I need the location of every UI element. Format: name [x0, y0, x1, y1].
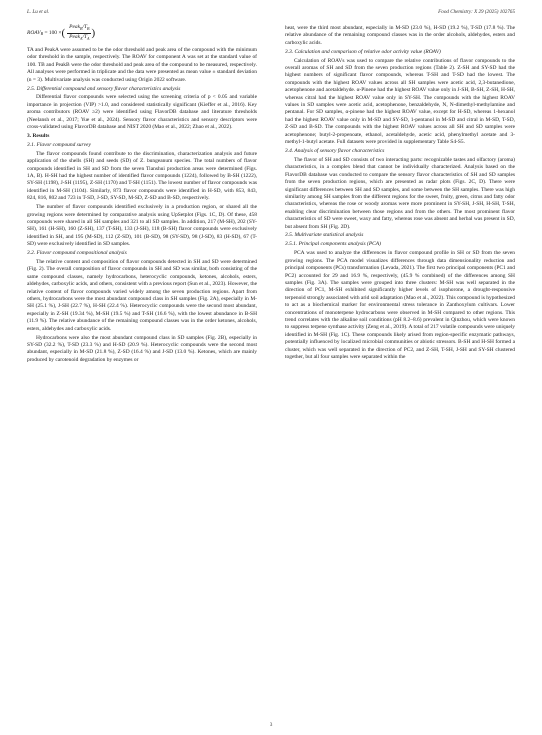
section-heading-2-5: 2.5. Differential compound and sensory flavor characteristics analysis [27, 85, 181, 92]
section-heading-3-5-1: 3.5.1. Principal components analysis (PCA) [285, 241, 381, 248]
running-header [27, 9, 515, 19]
paragraph: Hydrocarbons were also the most abundant compound class in SD samples (Fig. 2B), especially in SY-SD (32.2 %), T-SD (23.3 %) and H-SD (20.9 %). Heterocyclic compounds were the second most abundant, especially in M-SD (21.8 %), Z-SD (16.4 %) and J-SD (13.0 %). Ketones, which are mainly produced by carotenoid degradation by enzymes or [27, 334, 257, 363]
section-heading-3-4: 3.4. Analysis of sensory flavor characteristics [285, 148, 385, 154]
paragraph: The number of flavor compounds identified exclusively in a production region, or shared all the growing regions were determined by comparative analysis using UpSetplot (Figs. 1C, D). Of these, 458 compounds were shared in all SH samples and 321 to all SD samples. In addition, 217 (M-SH), 202 (SY-SH), 161 (H-SH), 160 (Z-SH), 137 (T-SH), 133 (J-SH), 118 (B-SH) flavor compounds were exclusively identified in SH, and 195 (M-SD), 112 (Z-SD), 101 (B-SD), 98 (SY-SD), 98 (J-SD), 83 (H-SD), 67 (T-SD) were exclusively identified in SD samples. [27, 204, 257, 248]
section-heading-3-1: 3.1. Flavor compound survey [27, 141, 91, 148]
formula-fraction [67, 24, 91, 42]
right-column [285, 25, 515, 363]
paragraph: TA and PeakA were assumed to be the odor threshold and peak area of the compound with the minimum odor threshold in the sample, respectively. The ROAV for component A was set at the standard value of 100. TB and PeakB were the odor threshold and peak area of the compound to be measured, respectively. All analyses were performed in triplicate and the data were presented as mean value ± standard deviation (n = 3). Multivariate analysis was conducted using Origin 2022 software. [27, 47, 257, 83]
formula-lhs: ROAV [27, 29, 41, 36]
header-journal: Food Chemistry: X 29 (2025) 102765 [438, 9, 515, 15]
header-authors: L. Lu et al. [27, 9, 50, 15]
roav-formula [27, 25, 257, 42]
formula-close-paren: ) [91, 27, 96, 39]
section-heading-3-5: 3.5. Multivariate statistical analysis [285, 232, 364, 239]
paragraph: The flavor of SH and SD consists of two interacting parts: recognizable tastes and olfactory (aroma) characteristics, in a complex blend that cannot be individually characterized. Analysis based on the FlavorDB database was conducted to compare the sensory flavor characteristics of SH and SD samples from the seven production regions, which are presented as radar plots (Figs. 2C, D). There were significant differences between SH and SD samples, and some between the SH samples. There was high similarity among SH samples from the different regions for the sweet, fruity, green, citrus and fatty odor characteristics, whereas the rose or woody aromas were more prominent in SY-SH, J-SH, H-SH, T-SH, enabling clear discrimination between those regions and from the others. The most prominent flavor characteristics of SD were sweet, waxy and fatty, whereas rose was absent and herbal was present in SD, but absent from SH (Fig. 2D). [285, 156, 515, 230]
page-number: 3 [269, 722, 273, 728]
paragraph: Calculation of ROAVs was used to compare the relative contributions of flavor compounds to the overall aromas of SH and SD from the seven production regions (Table 2). Z-SH and SY-SD had the highest numbers of significant flavor compounds, whereas T-SH and T-SD had the lowest. The compounds with the highest ROAV values across all SH samples were acetic acid, 2,3-butanedione, acetophenone and acetaldehyde. α-Pinene had the highest ROAV value only in J-SH, B-SH, Z-SH, H-SH, whereas citral had the highest ROAV value only in SY-SH. The compounds with the highest ROAV values in SD samples were acetic acid, acetophenone, benzaldehyde, N, N-dimethyl-methylamine and pentanal. For SD samples, α-pinene had the highest ROAV value, except for H-SD, whereas 1-hexanol had the highest ROAV value only in M-SD and SY-SD, 1-pentanol in M-SD and citral in M-SD, T-SD, Z-SD and B-SD. The compounds with the highest ROAV values across all SH and SD samples were acetophenone; butyl-2-propenoate, ethanol, acetaldehyde, acetic acid, phenylmethyl acetate and 3-methyl-1-butyl acetate. Full datasets were provided in supplementary Table S4-S5. [285, 57, 515, 146]
section-heading-3-2: 3.2. Flavor compound compositional analysis [27, 250, 127, 257]
section-heading-3-3: 3.3. Calculation and comparison of relative odor activity value (ROAV) [285, 48, 441, 55]
paragraph: Differential flavor compounds were selected using the screening criteria of p < 0.05 and variable importance in projection (VIP) >1.0, and considered statistically significant (Kieffer et al., 2016). Key aroma contributors (ROAV ≥2) were identified using FlavorDB database and literature thresholds (Neelansh et al., 2017; Yue et al., 2024). Sensory flavor characteristics and sensory descriptors were cross-validated using FlavorDB database and NIST 2020 (Mao et al., 2022; Zhao et al., 2022). [27, 94, 257, 131]
formula-lhs-sub: B [40, 30, 44, 36]
paragraph: The relative content and composition of flavor compounds detected in SH and SD were determined (Fig. 2). The overall composition of flavor compounds in SH and SD was similar, both consisting of the same compound classes, namely hydrocarbons, heterocyclic compounds, ketones, alcohols, esters, aldehydes, carboxylic acids, and others, consistent with a previous report (Sun et al., 2023). However, the relative content of flavor compounds varied widely among the seven production regions. Apart from others, hydrocarbons were the most abundant compound class in SH samples (Fig. 2A), especially in M-SH (25.1 %), J-SH (22.7 %), H-SH (22.4 %). Heterocyclic compounds were the second most abundant, especially in Z-SH (19.34 %), M-SH (19.5 %) and T-SH (16.6 %), with the lowest abundance in B-SH (11.9 %). The relative abundance of the remaining compound classes was in the order ketones, alcohols, esters, aldehydes and carboxylic acids. [27, 258, 257, 332]
paragraph: The flavor compounds found contribute to the discrimination, characterization analysis and future application of the shells (SH) and seeds (SD) of Z. bungeanum species. The total numbers of flavor compounds identified in SH and SD from the seven Tianshui production areas were determined (Figs. 1A, B). H-SH had the highest number of identified flavor compounds (1224), followed by B-SH (1222), SY-SH (1198), J-SH (1195), Z-SH (1170) and T-SH (1151). The lowest number of flavor compounds was identified in M-SH (1104). Similarly, 873 flavor compounds were identified in H-SD, with 853, 843, 824, 816, 802 and 723 in T-SD, J-SD, SY-SD, M-SD, Z-SD and B-SD, respectively. [27, 150, 257, 202]
paragraph: heat, were the third most abundant, especially in M-SD (23.0 %), H-SD (19.2 %), T-SD (17.8 %). The relative abundance of the remaining compound classes was in the order alcohols, aldehydes, esters and carboxylic acids. [285, 25, 515, 46]
left-column [27, 25, 257, 366]
paragraph: PCA was used to analyze the differences in flavor compound profile in SH or SD from the seven growing regions. The PCA model visualizes differences through data dimensionality reduction and principal components (PCs) transformation (Levada, 2021). The first two principal components (PC1 and PC2) accounted for 29 and 16.9 %, respectively, (45.9 % combined) of the differences among SH samples (Fig. 3A). The samples were grouped into three clusters: M-SH was well separated in the direction of PC1, M-SH exhibited significantly higher levels of isophorone, a drought-responsive terpenoid strongly associated with arid soil adaptation (Mao et al., 2022). This compound is hypothesized to act as a biochemical marker for environmental stress tolerance in Zanthoxylum cultivars. Lower concentrations of monoterpene hydrocarbons were observed in M-SH compared to other regions. This trend correlates with the alkaline soil conditions (pH 8.2–8.6) prevalent in Qinzhou, which were known to suppress terpene synthase activity (Zeng et al., 2019). A total of 217 volatile compounds were uniquely identified in M-SH (Fig. 1C). These compounds likely arised from region-specific enzymatic pathways, potentially influenced by localized microbial communities or abiotic stressors. B-SH and H-SH formed a cluster, which was well separated in the direction of PC2, and Z-SH, T-SH, J-SH and SY-SH clustered together, but all four samples were separated within the [285, 250, 515, 360]
formula-equals: = 100 × [44, 29, 62, 36]
formula-numerator: $Peak_B/T_B$ [67, 24, 91, 34]
formula-open-paren: ( [61, 27, 66, 39]
section-heading-3: 3. Results [27, 132, 50, 139]
formula-denominator: $Peak_A/T_A$ [69, 34, 90, 42]
